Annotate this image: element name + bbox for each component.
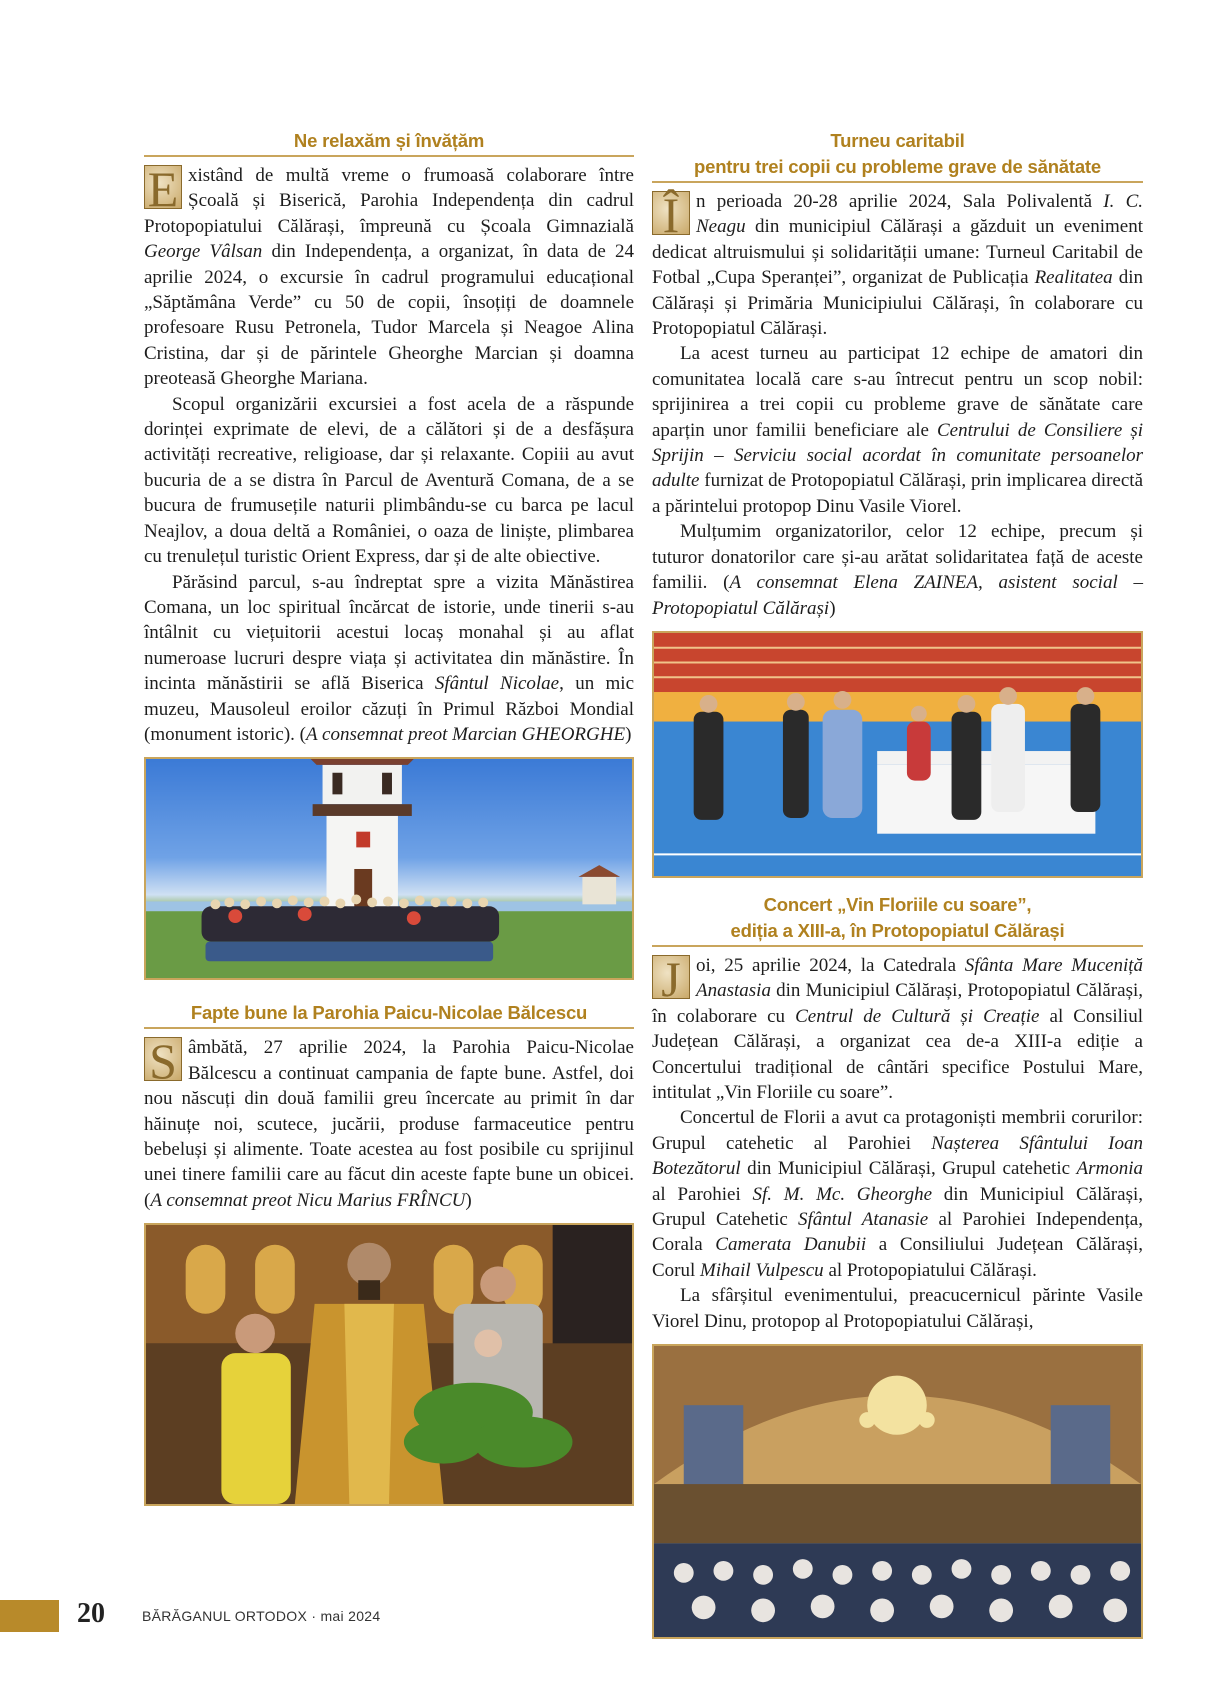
paragraph: E xistând de multă vreme o frumoasă colaborare între Școală și Biserică, Parohia Independența din cadrul Protopopiatului Călărași, împreună cu Școala Gimnazială George Vâlsan din Independența, a organizat, în data de 24 aprilie 2024, o excursie în cadrul programului educațional „Săptămâna Verde” cu 50 de copii, însoțiți de doamnele profesoare Rusu Petronela, Tudor Marcela și Neagoe Alina Cristina, dar și de părintele Gheorghe Marcian și doamna preoteasă Gheorghe Mariana.: [144, 161, 634, 390]
article-concert: [652, 892, 1143, 1334]
photo-sports-hall-event: [652, 631, 1143, 878]
article-turneu: [652, 128, 1143, 621]
drop-cap: S: [144, 1037, 182, 1081]
photo-priest-with-family: [144, 1223, 634, 1506]
paragraph: Părăsind parcul, s-au îndreptat spre a vizita Mănăstirea Comana, un loc spiritual încărcat de istorie, unde tinerii s-au întâlnit cu viețuitorii acestui locaș monahal și au aflat numeroase lucruri despre viața și activitatea din mănăstire. În incinta mănăstirii se află Biserica Sfântul Nicolae, un mic muzeu, Mausoleul eroilor căzuți în Primul Război Mondial (monument istoric). (A consemnat preot Marcian GHEORGHE): [144, 571, 635, 745]
italic-text: Sfântul Atanasie: [798, 1208, 929, 1230]
italic-text: Mihail Vulpescu: [700, 1259, 824, 1281]
italic-text: A consemnat preot Marcian GHEORGHE: [306, 723, 626, 745]
title-line: ediția a XIII-a, în Protopopiatul Călărași: [730, 919, 1065, 941]
italic-text: A consemnat preot Nicu Marius FRÎNCU: [150, 1189, 466, 1211]
paragraph: J oi, 25 aprilie 2024, la Catedrala Sfânta Mare Muceniță Anastasia din Municipiul Călărași, Protopopiatul Călărași, în colaborare cu Centrul de Cultură și Creație al Consiliul Județean Călărași, a organizat cea de-a XIII-a ediție a Concertului tradițional de cântări specifice Postului Mare, intitulat „Vin Floriile cu soare”.: [652, 950, 1144, 1103]
italic-text: Sfânta Mare Muceniță Anastasia: [696, 954, 1144, 1002]
paragraph: S âmbătă, 27 aprilie 2024, la Parohia Paicu-Nicolae Bălcescu a continuat campania de fapte bune. Astfel, doi nou născuți din două familii greu încercate au primit în dar hăinuțe noi, scutece, jucării, produse farmaceutice pentru bebeluși și alimente. Toate acestea au fost posibile cu sprijinul unei tinere familii care au făcut din aceste fapte bune un obicei. (A consemnat preot Nicu Marius FRÎNCU): [144, 1033, 634, 1211]
photo-group-at-tower: [144, 757, 634, 980]
article-title: [652, 128, 1143, 183]
italic-text: Camerata Danubii: [715, 1234, 867, 1256]
paragraph: Scopul organizării excursiei a fost acela de a răspunde dorinței exprimate de elevi, de a călători și de a desfășura activități recreative, religioase, dar și relaxante. Copiii au avut bucuria de a se distra în Parcul de Aventură Comana, de a se bucura de frumusețile naturii plimbându-se cu barca pe lacul Neajlov, a doua deltă a României, o oaza de liniște, plimbarea cu trenulețul turistic Orient Express, dar și de alte obiective.: [144, 393, 634, 568]
footer-publication: [142, 1608, 380, 1624]
article-body: [652, 950, 1144, 1334]
article-title: Ne relaxăm și învățăm: [144, 128, 634, 157]
article-title: Fapte bune la Parohia Paicu-Nicolae Bălcescu: [144, 1000, 634, 1029]
paragraph: Î n perioada 20-28 aprilie 2024, Sala Polivalentă I. C. Neagu din municipiul Călărași a găzduit un eveniment dedicat altruismului și solidarității umane: Turneul Caritabil de Fotbal „Cupa Speranței”, organizat de Publicația Realitatea din Călărași și Primăria Municipiului Călărași, în colaborare cu Protopopiatul Călărași.: [652, 187, 1143, 340]
paragraph: Mulțumim organizatorilor, celor 12 echipe, precum și tuturor donatorilor care și-au arătat solidaritatea față de aceste familii. (A consemnat Elena ZAINEA, asistent social – Protopopiatul Călărași): [652, 521, 1143, 619]
italic-text: A consemnat Elena ZAINEA, asistent social – Protopopiatul Călărași: [652, 572, 1143, 619]
article-title: [652, 892, 1143, 947]
italic-text: Armonia: [1076, 1158, 1143, 1180]
footer-accent-bar: [0, 1600, 59, 1632]
left-column: [144, 128, 634, 1506]
title-line: pentru trei copii cu probleme grave de sănătate: [694, 156, 1101, 177]
photo-cathedral-concert: [652, 1344, 1143, 1639]
right-column: [652, 128, 1143, 1639]
article-body: [144, 1035, 634, 1213]
italic-text: I. C. Neagu: [696, 191, 1143, 238]
article-body: [652, 189, 1143, 621]
italic-text: Realitatea: [1034, 267, 1113, 289]
article-relaxam: [144, 128, 634, 747]
title-line: Turneu caritabil: [830, 130, 965, 151]
article-body: [144, 163, 634, 747]
publication-name: BĂRĂGANUL ORTODOX: [142, 1608, 308, 1624]
drop-cap: Î: [652, 191, 690, 235]
drop-cap: E: [144, 165, 182, 209]
article-fapte-bune: [144, 1000, 634, 1213]
italic-text: Centrului de Consiliere și Sprijin – Serviciu social acordat în comunitate persoanelor adulte: [652, 419, 1143, 492]
italic-text: Nașterea Sfântului Ioan Botezătorul: [652, 1132, 1144, 1180]
italic-text: Sf. M. Mc. Gheorghe: [752, 1183, 933, 1205]
italic-text: Sfântul Nicolae: [434, 673, 560, 695]
italic-text: Centrul de Cultură și Creație: [795, 1005, 1040, 1027]
title-line: Concert „Vin Floriile cu soare”,: [763, 893, 1032, 915]
italic-text: George Vâlsan: [144, 241, 263, 263]
paragraph: Concertul de Florii a avut ca protagoniști membrii corurilor: Grupul catehetic al Parohiei Nașterea Sfântului Ioan Botezătorul din Municipiul Călărași, Grupul catehetic Armonia al Parohiei Sf. M. Mc. Gheorghe din Municipiul Călărași, Grupul Catehetic Sfântul Atanasie al Parohiei Independența, Corala Camerata Danubii a Consiliului Județean Călărași, Corul Mihail Vulpescu al Protopopiatului Călărași.: [652, 1107, 1144, 1281]
paragraph: La sfârșitul evenimentului, preacucernicul părinte Vasile Viorel Dinu, protopop al Protopopiatului Călărași,: [652, 1285, 1143, 1332]
drop-cap: J: [652, 955, 690, 999]
page-number: 20: [77, 1598, 105, 1629]
publication-issue: · mai 2024: [311, 1608, 381, 1624]
paragraph: La acest turneu au participat 12 echipe de amatori din comunitatea locală care s-au întrecut pentru un scop nobil: sprijinirea a trei copii cu probleme grave de sănătate care aparțin unor familii beneficiare ale Centrului de Consiliere și Sprijin – Serviciu social acordat în comunitate persoanelor adulte furnizat de Protopopiatul Călărași, prin implicarea directă a părintelui protopop Dinu Vasile Viorel.: [652, 343, 1143, 517]
